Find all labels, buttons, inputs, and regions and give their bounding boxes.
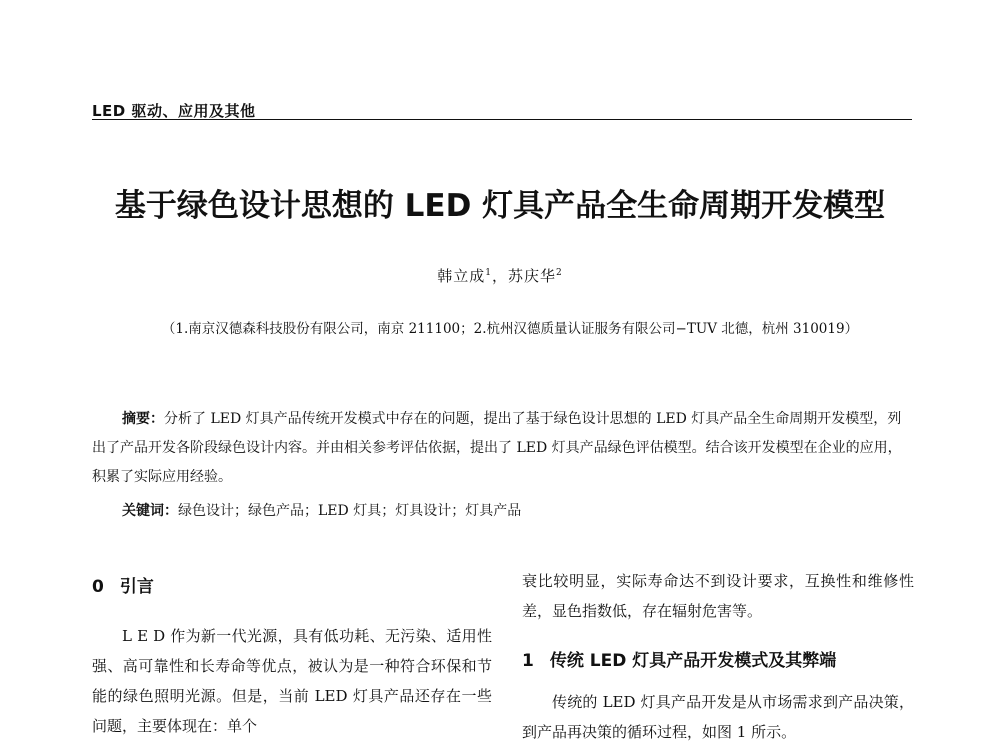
right-column bbox=[522, 566, 914, 747]
section-paragraph: 传统的 LED 灯具产品开发是从市场需求到产品决策，到产品再决策的循环过程，如图 1 所示。 bbox=[522, 693, 914, 741]
author-name: 韩立成 bbox=[437, 267, 486, 285]
section-number: 0 bbox=[92, 577, 104, 597]
keywords-text: 绿色设计；绿色产品；LED 灯具；灯具设计；灯具产品 bbox=[178, 503, 522, 519]
author-line bbox=[0, 265, 1000, 286]
author-mark: 2 bbox=[556, 268, 563, 278]
author-separator: ， bbox=[491, 267, 508, 285]
author-mark: 1 bbox=[485, 268, 492, 278]
section-number: 1 bbox=[522, 651, 534, 671]
paper-title: 基于绿色设计思想的 LED 灯具产品全生命周期开发模型 bbox=[114, 188, 886, 224]
continued-paragraph: 衰比较明显，实际寿命达不到设计要求，互换性和维修性差，显色指数低，存在辐射危害等。 bbox=[522, 572, 914, 620]
header-rule bbox=[92, 119, 912, 120]
intro-paragraph: L E D 作为新一代光源，具有低功耗、无污染、适用性强、高可靠性和长寿命等优点，被认为是一种符合环保和节能的绿色照明光源。但是，当前 LED 灯具产品还存在一些问题，主要体现在：单个 bbox=[92, 627, 492, 735]
section-heading bbox=[92, 572, 492, 597]
keywords bbox=[122, 497, 912, 526]
affiliation: （1.南京汉德森科技股份有限公司，南京 211100；2.杭州汉德质量认证服务有限公司−TUV 北德，杭州 310019） bbox=[161, 321, 859, 337]
abstract-label: 摘要： bbox=[122, 411, 164, 427]
left-column bbox=[92, 572, 492, 741]
section-title: 传统 LED 灯具产品开发模式及其弊端 bbox=[549, 651, 837, 671]
section-title: 引言 bbox=[119, 577, 154, 597]
abstract-text: 分析了 LED 灯具产品传统开发模式中存在的问题，提出了基于绿色设计思想的 LED 灯具产品全生命周期开发模型，列出了产品开发各阶段绿色设计内容。并由相关参考评估依据，提出了 LED 灯具产品绿色评估模型。结合该开发模型在企业的应用，积累了实际应用经验。 bbox=[92, 411, 902, 485]
running-header: LED 驱动、应用及其他 bbox=[92, 102, 256, 120]
abstract bbox=[92, 405, 912, 492]
keywords-label: 关键词： bbox=[122, 503, 178, 519]
author-name: 苏庆华 bbox=[508, 267, 557, 285]
section-heading bbox=[522, 646, 914, 671]
